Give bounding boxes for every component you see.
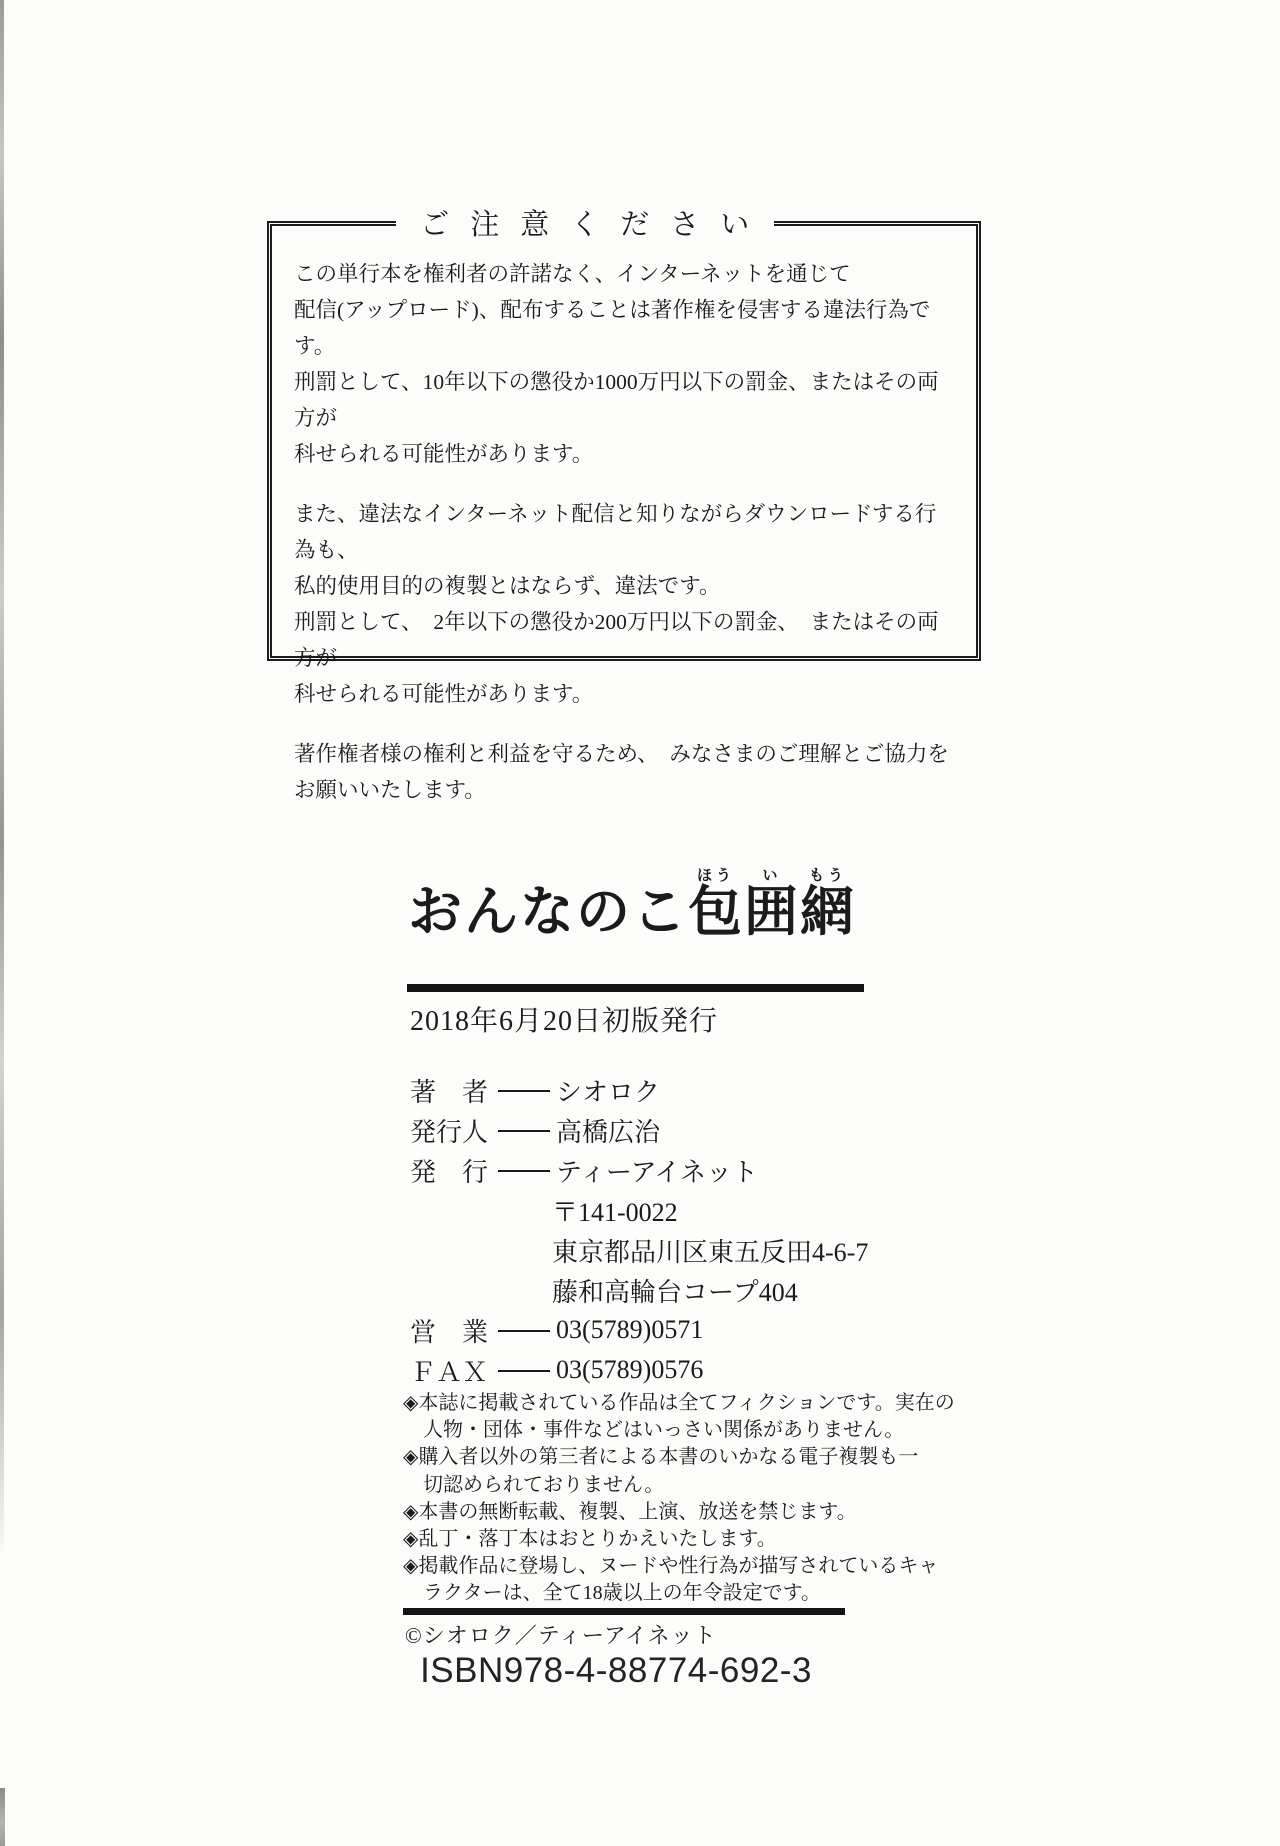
- credit-label: ＦＡＸ: [410, 1357, 489, 1387]
- copyright-line: ©シオロク／ティーアイネット: [405, 1623, 717, 1648]
- notice-line: 科せられる可能性があります。: [294, 442, 594, 466]
- credit-row-author: [410, 1070, 1010, 1110]
- credit-label: 著 者: [410, 1077, 489, 1107]
- credit-row-sales-phone: [410, 1310, 1010, 1350]
- edition-date: 2018年6月20日初版発行: [410, 1006, 719, 1037]
- leader-dash: [498, 1330, 550, 1332]
- notice-line: 科せられる可能性があります。: [294, 682, 594, 706]
- scan-edge-artifact: [0, 0, 4, 1560]
- notice-line: 刑罰として、10年以下の懲役か1000万円以下の罰金、またはその両方が: [294, 370, 939, 430]
- title-divider-rule: [407, 984, 864, 992]
- notice-paragraph: [294, 256, 952, 472]
- book-title-ruby: 網もう: [800, 868, 856, 942]
- address-line: 東京都品川区東五反田4-6-7: [552, 1237, 869, 1267]
- credit-value: 高橋広治: [556, 1117, 661, 1147]
- credit-row-publisher-person: [410, 1110, 1010, 1150]
- credit-label: 発 行: [410, 1157, 489, 1187]
- note-line: ◈掲載作品に登場し、ヌードや性行為が描写されているキャ: [403, 1555, 939, 1578]
- credit-value: ティーアイネット: [556, 1157, 759, 1187]
- book-title-ruby: 囲い: [744, 868, 800, 942]
- leader-dash: [498, 1130, 550, 1132]
- credit-value: 03(5789)0576: [556, 1355, 704, 1384]
- publisher-credits: [410, 1070, 1010, 1390]
- credit-label: 発行人: [410, 1117, 489, 1147]
- notice-paragraph: [294, 496, 952, 712]
- note-line: ラクターは、全て18歳以上の年令設定です。: [423, 1582, 821, 1605]
- legal-notes: [403, 1390, 955, 1608]
- notice-box-title: ご注意ください: [396, 202, 774, 243]
- postal-code: 〒141-0022: [552, 1197, 678, 1227]
- notice-line: この単行本を権利者の許諾なく、インターネットを通じて: [294, 262, 851, 286]
- book-title-base: おんなのこ: [408, 882, 688, 942]
- note-line: ◈購入者以外の第三者による本書のいかなる電子複製も一: [403, 1446, 919, 1469]
- notice-line: お願いいたします。: [294, 778, 486, 802]
- notice-line: 私的使用目的の複製とはならず、違法です。: [294, 574, 721, 598]
- leader-dash: [498, 1370, 550, 1372]
- notice-line: また、違法なインターネット配信と知りながらダウンロードする行為も、: [294, 502, 937, 562]
- notice-line: 配信(アップロード)、配布することは著作権を侵害する違法行為です。: [294, 298, 931, 358]
- copyright-notice-box: [267, 209, 981, 802]
- isbn-number: ISBN978-4-88774-692-3: [420, 1651, 812, 1690]
- notice-paragraph: [294, 736, 952, 808]
- credit-label: 営 業: [410, 1317, 489, 1347]
- notice-box-body: [272, 226, 976, 808]
- notice-line: 刑罰として、 2年以下の懲役か200万円以下の罰金、 またはその両方が: [294, 610, 939, 670]
- leader-dash: [498, 1090, 550, 1092]
- note-line: 人物・団体・事件などはいっさい関係がありません。: [423, 1419, 905, 1442]
- note-line: ◈乱丁・落丁本はおとりかえいたします。: [403, 1528, 777, 1551]
- note-line: ◈本書の無断転載、複製、上演、放送を禁じます。: [403, 1500, 857, 1523]
- note-line: ◈本誌に掲載されている作品は全てフィクションです。実在の: [403, 1392, 955, 1414]
- note-line: 切認められておりません。: [423, 1473, 665, 1496]
- book-title: [408, 868, 856, 951]
- bottom-divider-rule: [403, 1608, 845, 1615]
- scan-edge-artifact-bottom: [0, 1788, 5, 1846]
- notice-line: 著作権者様の権利と利益を守るため、 みなさまのご理解とご協力を: [294, 742, 949, 766]
- credit-row-publisher: [410, 1150, 1010, 1190]
- credit-value: 03(5789)0571: [556, 1315, 704, 1344]
- credit-value: シオロク: [556, 1077, 661, 1107]
- leader-dash: [498, 1170, 550, 1172]
- book-title-ruby: 包ほう: [688, 868, 744, 942]
- address-line: 藤和高輪台コープ404: [552, 1277, 798, 1307]
- credit-row-fax: [410, 1350, 1010, 1390]
